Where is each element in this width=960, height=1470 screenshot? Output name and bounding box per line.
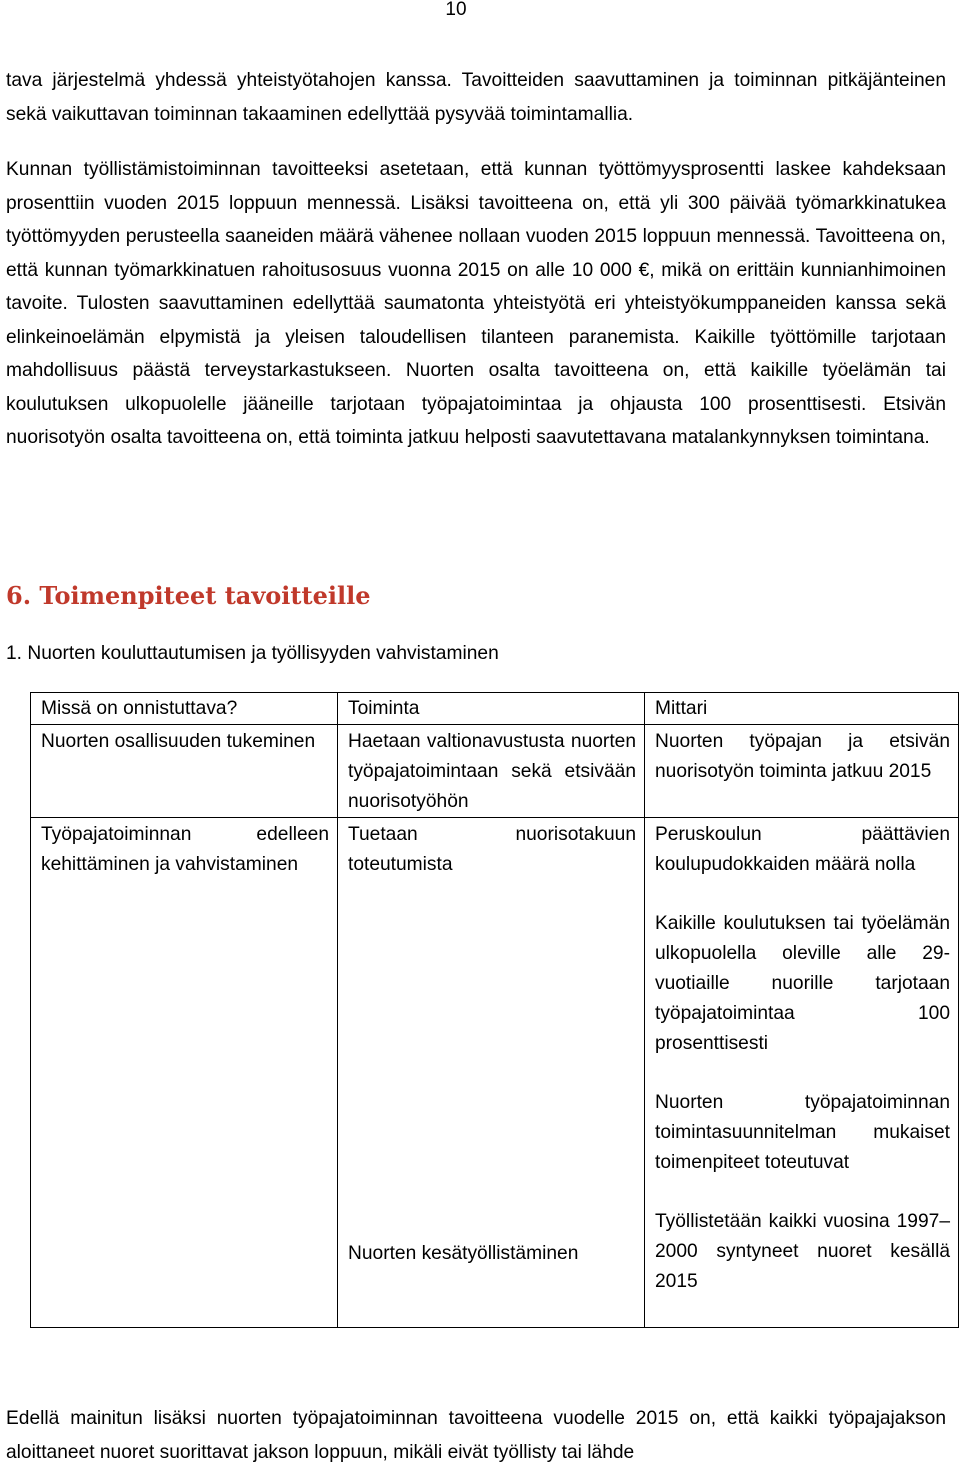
paragraph-closing: Edellä mainitun lisäksi nuorten työpajatoiminnan tavoitteena vuodelle 2015 on, että kaikki työpajajakson aloittaneet nuoret suorittavat jakson loppuun, mikäli eivät työllisty tai lähde xyxy=(6,1408,946,1463)
cell-text: Nuorten työpajan ja etsivän nuorisotyön toiminta jatkuu 2015 xyxy=(655,731,950,782)
cell-text: Työllistetään kaikki vuosina 1997–2000 syntyneet nuoret kesällä 2015 xyxy=(655,1211,950,1292)
header-cell-success: Missä on onnistuttava? xyxy=(31,693,338,725)
header-cell-action: Toiminta xyxy=(338,693,645,725)
table-cell xyxy=(338,725,645,818)
subheading: 1. Nuorten kouluttautumisen ja työllisyyden vahvistaminen xyxy=(6,643,499,664)
table-row xyxy=(31,725,959,818)
table-cell xyxy=(645,725,959,818)
table-row xyxy=(31,818,959,1328)
cell-text: Kaikille koulutuksen tai työelämän ulkopuolella oleville alle 29-vuotiaille nuorille tarjotaan työpajatoimintaa 100 prosenttisesti xyxy=(655,913,950,1054)
table-header-row xyxy=(31,693,959,725)
cell-text: Peruskoulun päättävien koulupudokkaiden määrä nolla xyxy=(655,824,950,875)
cell-text: Haetaan valtionavustusta nuorten työpajatoimintaan sekä etsivään nuorisotyöhön xyxy=(348,731,636,812)
section-heading: 6. Toimenpiteet tavoitteille xyxy=(6,581,371,610)
table-cell xyxy=(645,818,959,1328)
table-cell xyxy=(338,818,645,1328)
cell-text: Tuetaan nuorisotakuun toteutumista xyxy=(348,824,636,875)
cell-text: Nuorten työpajatoiminnan toimintasuunnitelman mukaiset toimenpiteet toteutuvat xyxy=(655,1092,950,1173)
cell-text: Nuorten osallisuuden tukeminen xyxy=(41,731,316,752)
table-cell xyxy=(31,818,338,1328)
page-number: 10 xyxy=(445,0,467,20)
paragraph-goals: Kunnan työllistämistoiminnan tavoitteeksi asetetaan, että kunnan työttömyysprosentti laskee kahdeksaan prosenttiin vuoden 2015 loppuun mennessä. Lisäksi tavoitteena on, että yli 300 päivää työmarkkinatukea työttömyyden perusteella saaneiden määrä vähenee nollaan vuoden 2015 loppuun mennessä. Tavoitteena on, että kunnan työmarkkinatuen rahoitusosuus vuonna 2015 on alle 10 000 €, mikä on erittäin kunnianhimoinen tavoite. Tulosten saavuttaminen edellyttää saumatonta yhteistyötä eri yhteistyökumppaneiden kanssa sekä elinkeinoelämän elpymistä ja yleisen taloudellisen tilanteen paranemista. Kaikille työttömille tarjotaan mahdollisuus päästä terveystarkastukseen. Nuorten osalta tavoitteena on, että kaikille työelämän tai koulutuksen ulkopuolelle jääneille tarjotaan työpajatoimintaa ja ohjausta 100 prosenttisesti. Etsivän nuorisotyön osalta tavoitteena on, että toiminta jatkuu helposti saavutettavana matalankynnyksen toimintana. xyxy=(6,159,946,448)
header-cell-metric: Mittari xyxy=(645,693,959,725)
cell-text: Työpajatoiminnan edelleen kehittäminen ja vahvistaminen xyxy=(41,824,329,875)
paragraph-intro: tava järjestelmä yhdessä yhteistyötahojen kanssa. Tavoitteiden saavuttaminen ja toiminnan pitkäjänteinen sekä vaikuttavan toiminnan takaaminen edellyttää pysyvää toimintamallia. xyxy=(6,70,946,125)
table-cell xyxy=(31,725,338,818)
cell-text: Nuorten kesätyöllistäminen xyxy=(348,1243,579,1264)
goals-table xyxy=(30,692,959,1328)
